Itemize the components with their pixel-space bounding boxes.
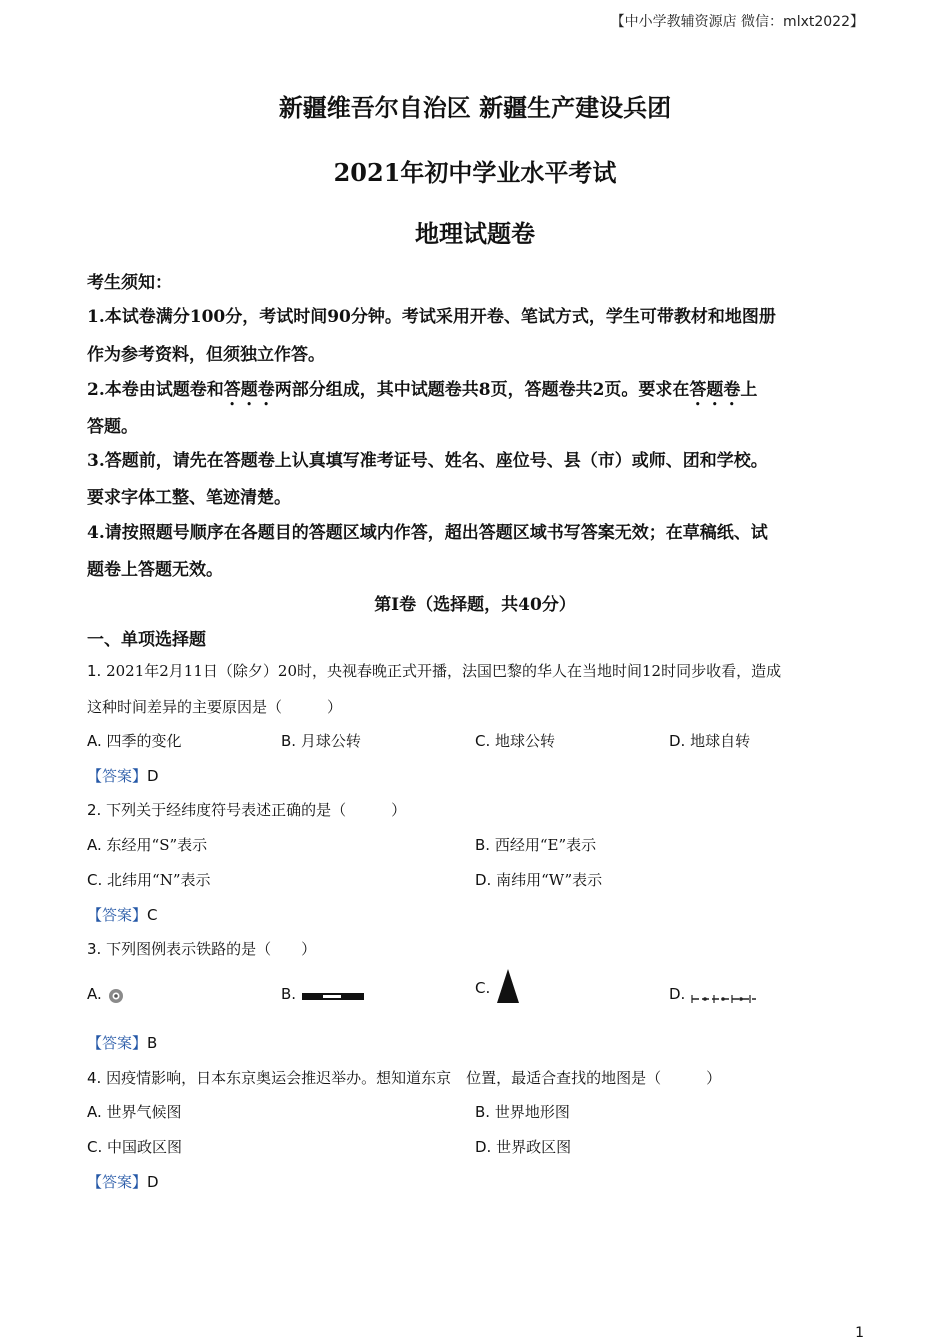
question-4-option-c: C. 中国政区图 <box>87 1138 183 1156</box>
question-1-stem-line-2: 这种时间差异的主要原因是（ ） <box>87 698 343 716</box>
question-1-answer: 【答案】D <box>87 767 159 785</box>
notice-item-1-line-2: 作为参考资料，但须独立作答。 <box>87 345 325 365</box>
question-4-answer: 【答案】D <box>87 1173 159 1191</box>
boundary-line-symbol-icon <box>690 993 760 1005</box>
question-2-stem: 2. 下列关于经纬度符号表述正确的是（ ） <box>87 801 407 819</box>
question-3-option-b: B. <box>281 985 367 1003</box>
question-2-answer: 【答案】C <box>87 906 158 924</box>
notice-item-4-line-1: 4.请按照题号顺序在各题目的答题区域内作答，超出答题区域书写答案无效；在草稿纸、试 <box>87 523 768 543</box>
question-1-option-a: A. 四季的变化 <box>87 732 182 750</box>
railway-symbol-icon <box>301 991 367 1003</box>
title-line-3: 地理试题卷 <box>415 219 535 248</box>
question-1-option-b: B. 月球公转 <box>281 732 361 750</box>
part-title: 一、单项选择题 <box>87 630 206 650</box>
question-4-option-d: D. 世界政区图 <box>475 1138 572 1156</box>
title-line-1: 新疆维吾尔自治区 新疆生产建设兵团 <box>278 93 672 122</box>
title-line-2: 2021年初中学业水平考试 <box>333 158 617 187</box>
notice-item-2-line-1: 2.本卷由试题卷和答题卷两部分组成，其中试题卷共8页，答题卷共2页。要求在答题卷上 <box>87 380 758 400</box>
notice-item-2-line-2: 答题。 <box>87 417 138 437</box>
question-2-option-b: B. 西经用“E”表示 <box>475 836 597 854</box>
question-2-option-c: C. 北纬用“N”表示 <box>87 871 211 889</box>
question-3-option-a: A. <box>87 985 125 1005</box>
question-3-answer: 【答案】B <box>87 1034 158 1052</box>
mountain-peak-symbol-icon <box>495 967 521 1005</box>
question-4-option-a: A. 世界气候图 <box>87 1103 182 1121</box>
header-note: 【中小学教辅资源店 微信：mlxt2022】 <box>610 14 864 30</box>
notice-item-3-line-1: 3.答题前，请先在答题卷上认真填写准考证号、姓名、座位号、县（市）或师、团和学校。 <box>87 451 768 471</box>
question-3-stem: 3. 下列图例表示铁路的是（ ） <box>87 940 317 958</box>
notice-item-4-line-2: 题卷上答题无效。 <box>87 560 223 580</box>
question-1-stem-line-1: 1. 2021年2月11日（除夕）20时，央视春晚正式开播，法国巴黎的华人在当地时间12时同步收看，造成 <box>87 662 782 680</box>
question-4-stem: 4. 因疫情影响，日本东京奥运会推迟举办。想知道东京 位置，最适合查找的地图是（ ） <box>87 1069 722 1087</box>
question-3-option-c: C. <box>475 967 521 1005</box>
question-2-option-a: A. 东经用“S”表示 <box>87 836 208 854</box>
question-1-option-c: C. 地球公转 <box>475 732 556 750</box>
question-3-option-d: D. <box>669 985 760 1005</box>
emphasis-answer-sheet: 答题卷 <box>223 380 275 400</box>
section-title: 第Ⅰ卷（选择题，共40分） <box>374 595 576 615</box>
page-number: 1 <box>855 1325 864 1341</box>
notice-item-1-line-1: 1.本试卷满分100分，考试时间90分钟。考试采用开卷、笔试方式，学生可带教材和地图册 <box>87 307 776 327</box>
emphasis-answer-sheet: 答题卷 <box>689 380 741 400</box>
notice-heading: 考生须知： <box>87 273 172 293</box>
notice-item-3-line-2: 要求字体工整、笔迹清楚。 <box>87 488 291 508</box>
settlement-symbol-icon <box>107 987 125 1005</box>
question-4-option-b: B. 世界地形图 <box>475 1103 570 1121</box>
question-2-option-d: D. 南纬用“W”表示 <box>475 871 603 889</box>
question-1-option-d: D. 地球自转 <box>669 732 751 750</box>
